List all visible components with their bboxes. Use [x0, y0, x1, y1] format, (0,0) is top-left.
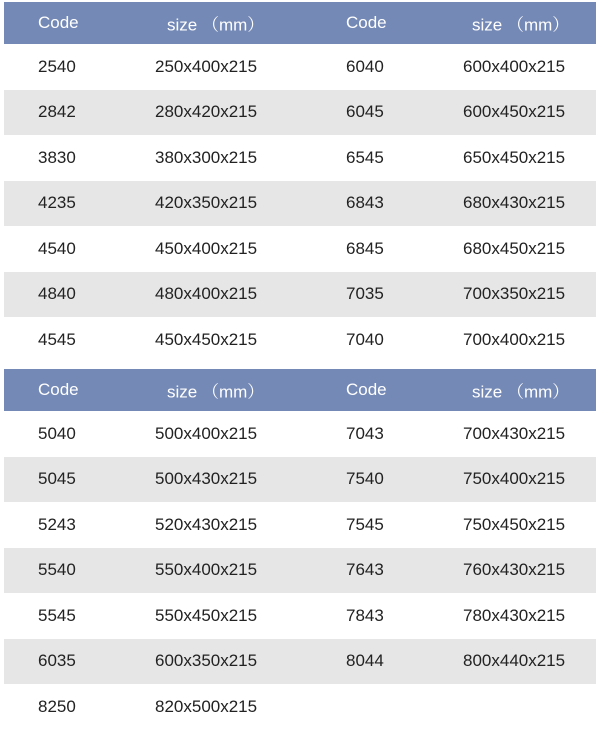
size-cell: 600x350x215: [155, 651, 258, 671]
table-row: [4, 502, 596, 548]
code-cell: 5540: [38, 560, 76, 580]
size-cell: 520x430x215: [155, 514, 258, 534]
code-cell: 6035: [38, 651, 76, 671]
size-cell: 280x420x215: [155, 102, 258, 122]
size-cell: 600x400x215: [463, 56, 566, 76]
size-cell: 700x430x215: [463, 423, 566, 443]
table-body: [4, 411, 596, 730]
code-cell: 7040: [346, 329, 384, 349]
size-cell: 550x400x215: [155, 560, 258, 580]
size-cell: 500x400x215: [155, 423, 258, 443]
table-row: [4, 411, 596, 457]
size-table-1: [4, 2, 596, 363]
table-row: [4, 135, 596, 181]
code-cell: 4540: [38, 238, 76, 258]
code-cell: 6845: [346, 238, 384, 258]
code-cell: 4235: [38, 193, 76, 213]
code-cell: 6045: [346, 102, 384, 122]
size-cell: 420x350x215: [155, 193, 258, 213]
size-cell: 650x450x215: [463, 147, 566, 167]
size-cell: 750x400x215: [463, 469, 566, 489]
code-cell: 6843: [346, 193, 384, 213]
size-cell: 250x400x215: [155, 56, 258, 76]
code-cell: 7545: [346, 514, 384, 534]
table-header: [4, 369, 596, 411]
code-header: Code: [346, 380, 387, 399]
code-cell: 2540: [38, 56, 76, 76]
size-header: size （mm）: [167, 15, 265, 35]
code-cell: 7643: [346, 560, 384, 580]
code-cell: 4840: [38, 284, 76, 304]
table-row: [4, 226, 596, 272]
table-row: [4, 44, 596, 90]
table-row: [4, 181, 596, 227]
code-header: Code: [346, 13, 387, 32]
code-cell: 8250: [38, 696, 76, 716]
size-header: size （mm）: [167, 382, 265, 402]
size-cell: 380x300x215: [155, 147, 258, 167]
size-header: size （mm）: [472, 382, 570, 402]
code-cell: 6040: [346, 56, 384, 76]
size-cell: 550x450x215: [155, 605, 258, 625]
size-cell: 680x430x215: [463, 193, 566, 213]
table-row: [4, 90, 596, 136]
code-cell: 7043: [346, 423, 384, 443]
code-header: Code: [38, 380, 79, 399]
size-cell: 700x350x215: [463, 284, 566, 304]
code-cell: 8044: [346, 651, 384, 671]
size-cell: 760x430x215: [463, 560, 566, 580]
table-row: [4, 593, 596, 639]
size-cell: 680x450x215: [463, 238, 566, 258]
size-cell: 500x430x215: [155, 469, 258, 489]
size-table-2: [4, 369, 596, 730]
code-cell: 5243: [38, 514, 76, 534]
size-cell: 450x450x215: [155, 329, 258, 349]
table-row: [4, 457, 596, 503]
size-cell: 820x500x215: [155, 696, 258, 716]
code-cell: 5045: [38, 469, 76, 489]
table-row: [4, 684, 596, 730]
size-cell: 450x400x215: [155, 238, 258, 258]
code-cell: 5040: [38, 423, 76, 443]
table-body: [4, 44, 596, 363]
table-row: [4, 272, 596, 318]
code-cell: 7035: [346, 284, 384, 304]
table-row: [4, 548, 596, 594]
code-cell: 2842: [38, 102, 76, 122]
size-cell: 600x450x215: [463, 102, 566, 122]
size-cell: 780x430x215: [463, 605, 566, 625]
table-row: [4, 317, 596, 363]
table-row: [4, 639, 596, 685]
size-cell: 800x440x215: [463, 651, 566, 671]
code-cell: 7843: [346, 605, 384, 625]
size-cell: 700x400x215: [463, 329, 566, 349]
code-cell: 5545: [38, 605, 76, 625]
size-header: size （mm）: [472, 15, 570, 35]
size-cell: 750x450x215: [463, 514, 566, 534]
table-header: [4, 2, 596, 44]
code-cell: 4545: [38, 329, 76, 349]
code-header: Code: [38, 13, 79, 32]
code-cell: 7540: [346, 469, 384, 489]
size-cell: 480x400x215: [155, 284, 258, 304]
code-cell: 6545: [346, 147, 384, 167]
code-cell: 3830: [38, 147, 76, 167]
